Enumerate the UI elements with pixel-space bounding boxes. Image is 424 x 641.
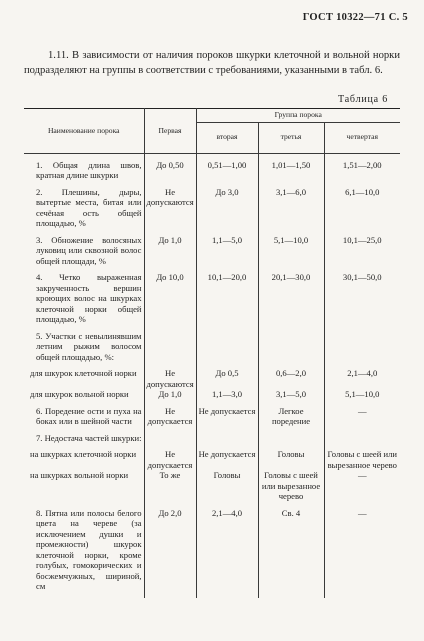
group-value-cell: Не допускается [144,406,196,427]
group-value-cell: До 10,0 [144,272,196,325]
group-value-cell [324,331,400,363]
table-row [24,406,400,427]
group-value-cell: Головы с шеей или вырезанное черево [324,449,400,470]
group-value-cell: Не допускаются [144,368,196,389]
col-header-third: третья [258,122,324,153]
group-value-cell: Головы [258,449,324,470]
group-value-cell: 2,1—4,0 [324,368,400,389]
group-value-cell [144,433,196,444]
group-value-cell: Легкое поредение [258,406,324,427]
table-row [24,389,400,400]
spacer-cell [324,592,400,598]
table-row [24,272,400,325]
table-row [24,368,400,389]
spacer-cell [144,592,196,598]
col-header-name: Наименование порока [24,109,144,154]
group-value-cell: — [324,470,400,502]
group-value-cell [144,331,196,363]
table-row [24,331,400,363]
defect-name-cell: 7. Недостача частей шкурки: [36,432,142,443]
group-value-cell: 1,1—5,0 [196,235,258,267]
group-value-cell: 5,1—10,0 [324,389,400,400]
table-body [24,153,400,598]
group-value-cell: 3,1—5,0 [258,389,324,400]
group-value-cell: 6,1—10,0 [324,187,400,229]
defects-table [24,108,400,598]
defect-name-cell: 5. Участки с невылинявшим летним рыжим волосом общей площадью, %: [36,330,142,362]
spacer-cell [196,592,258,598]
group-value-cell: 20,1—30,0 [258,272,324,325]
group-value-cell [258,331,324,363]
group-value-cell: Не допускаются [144,187,196,229]
group-value-cell: До 0,5 [196,368,258,389]
group-value-cell [196,331,258,363]
group-value-cell: Не допускается [196,406,258,427]
table-row [24,187,400,229]
col-header-second: вторая [196,122,258,153]
defect-name-cell: 8. Пятна или полосы белого цвета на череве (за исключением душки и промежности) шкурок клеточной норки, кроме голубых, гомокорических и босжемчужных, шириной, см [36,507,142,591]
defect-name-cell: 1. Общая длина швов, кратная длине шкурки [36,159,142,180]
group-value-cell [324,433,400,444]
group-value-cell: 2,1—4,0 [196,508,258,592]
group-value-cell: Св. 4 [258,508,324,592]
group-value-cell: То же [144,470,196,502]
table-row [24,449,400,470]
group-value-cell: 10,1—20,0 [196,272,258,325]
group-value-cell: 0,51—1,00 [196,160,258,181]
col-header-first: Первая [144,109,196,154]
group-value-cell: До 1,0 [144,235,196,267]
group-value-cell: 1,1—3,0 [196,389,258,400]
table-row [24,508,400,592]
group-value-cell: 10,1—25,0 [324,235,400,267]
table-caption: Таблица 6 [338,94,388,105]
intro-paragraph: 1.11. В зависимости от наличия пороков шкурки клеточной и вольной норки подразделяют на группы в соответствии с требованиями, указанными в табл. 6. [24,50,400,76]
defect-name-cell: на шкурках вольной норки [30,470,129,480]
defect-name-cell: 6. Поредение ости и пуха на боках или в шейной части [36,405,142,426]
group-value-cell: — [324,406,400,427]
table-row [24,470,400,502]
defect-name-cell: 3. Обножение волосяных луковиц или сквозной волос общей площади, % [36,234,142,266]
defect-name-cell: на шкурках клеточной норки [30,449,137,459]
defect-name-cell: для шкурок вольной норки [30,389,129,399]
table-row [24,433,400,444]
spacer-cell [24,592,144,598]
defect-name-cell: 2. Плешины, дыры, вытертые места, битая или сечёная ость общей площадью, % [36,186,142,228]
group-value-cell: 1,01—1,50 [258,160,324,181]
defect-name-cell: для шкурок клеточной норки [30,368,137,378]
group-value-cell: 30,1—50,0 [324,272,400,325]
group-value-cell: 3,1—6,0 [258,187,324,229]
group-value-cell: 0,6—2,0 [258,368,324,389]
group-value-cell: 5,1—10,0 [258,235,324,267]
group-value-cell: 1,51—2,00 [324,160,400,181]
table-row [24,160,400,181]
group-value-cell [258,433,324,444]
col-header-fourth: четвертая [324,122,400,153]
group-value-cell: До 3,0 [196,187,258,229]
spacer-cell [258,592,324,598]
group-value-cell: До 2,0 [144,508,196,592]
group-value-cell: Головы с шеей или вырезанное черево [258,470,324,502]
group-value-cell [196,433,258,444]
group-value-cell: До 0,50 [144,160,196,181]
table-row [24,235,400,267]
group-value-cell: Не допускается [144,449,196,470]
group-value-cell: Не допускается [196,449,258,470]
page-header: ГОСТ 10322—71 С. 5 [302,12,408,23]
defect-name-cell: 4. Четко выраженная закрученность вершин кроющих волос на шкурках клеточной норки общей площадью, % [36,272,142,324]
group-value-cell: Головы [196,470,258,502]
group-value-cell: — [324,508,400,592]
col-header-group: Группа порока [196,109,400,123]
group-value-cell: До 1,0 [144,389,196,400]
